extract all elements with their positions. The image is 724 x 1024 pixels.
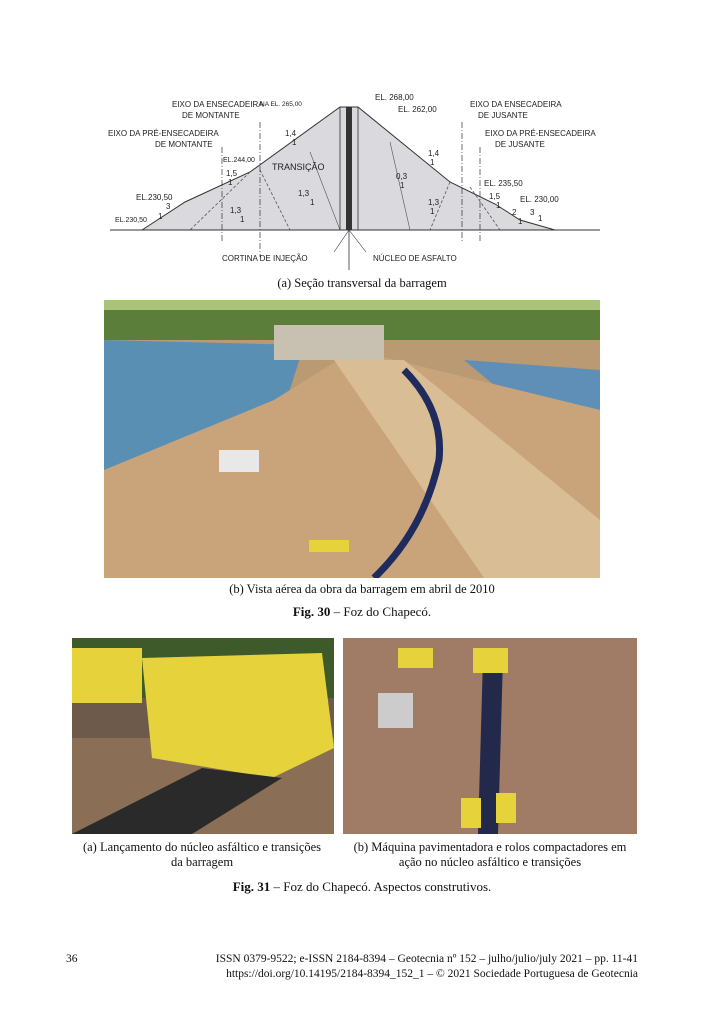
fig30-label: Fig. 30 <box>292 604 331 619</box>
svg-text:1: 1 <box>310 198 315 207</box>
svg-text:EL. 268,00: EL. 268,00 <box>375 93 414 102</box>
caption-fig31b-line2: ação no núcleo asfáltico e transições <box>398 855 582 869</box>
compactors-photo-illustration <box>343 638 637 834</box>
svg-text:1: 1 <box>400 181 405 190</box>
paver-machine-photo <box>72 638 334 834</box>
caption-fig30a: (a) Seção transversal da barragem <box>277 276 447 290</box>
svg-text:1: 1 <box>228 178 233 187</box>
svg-text:EL.244,00: EL.244,00 <box>223 157 255 164</box>
svg-text:TRANSIÇÃO: TRANSIÇÃO <box>272 162 325 172</box>
figure-30-caption <box>0 604 724 620</box>
caption-fig31b <box>338 840 642 870</box>
svg-text:1: 1 <box>240 215 245 224</box>
svg-text:1,3: 1,3 <box>428 198 440 207</box>
svg-text:1,4: 1,4 <box>285 129 297 138</box>
yellow-paver <box>142 653 334 778</box>
svg-text:DE MONTANTE: DE MONTANTE <box>182 111 240 120</box>
svg-text:3: 3 <box>530 208 535 217</box>
svg-text:EIXO DA PRÉ-ENSECADEIRA: EIXO DA PRÉ-ENSECADEIRA <box>485 129 596 138</box>
svg-text:1: 1 <box>430 207 435 216</box>
svg-text:1,4: 1,4 <box>428 149 440 158</box>
svg-text:CORTINA DE INJEÇÃO: CORTINA DE INJEÇÃO <box>222 254 308 263</box>
svg-text:1: 1 <box>518 217 523 226</box>
svg-text:EL.230,50: EL.230,50 <box>136 193 173 202</box>
caption-fig31a-line2: da barragem <box>170 855 234 869</box>
svg-text:3: 3 <box>166 202 171 211</box>
svg-text:1,5: 1,5 <box>489 192 501 201</box>
svg-text:DE JUSANTE: DE JUSANTE <box>495 140 545 149</box>
svg-text:EL. 262,00: EL. 262,00 <box>398 105 437 114</box>
svg-text:2: 2 <box>512 208 517 217</box>
svg-text:EL.230,50: EL.230,50 <box>115 217 147 224</box>
caption-fig31a-line1: (a) Lançamento do núcleo asfáltico e transições <box>82 840 322 854</box>
aerial-photo-illustration <box>104 300 600 578</box>
asphalt-core <box>346 107 352 230</box>
svg-text:NA EL. 265,00: NA EL. 265,00 <box>260 101 302 108</box>
svg-text:1,3: 1,3 <box>298 189 310 198</box>
svg-text:1,5: 1,5 <box>226 169 238 178</box>
caption-fig31a <box>66 840 338 870</box>
footer-issn: ISSN 0379-9522; e-ISSN 2184-8394 – Geotecnia nº 152 – julho/julio/july 2021 – pp. 11-41 <box>215 953 638 965</box>
figure-31-caption <box>0 879 724 895</box>
svg-text:EL. 230,00: EL. 230,00 <box>520 195 559 204</box>
svg-text:DE MONTANTE: DE MONTANTE <box>155 140 213 149</box>
dump-truck <box>219 450 259 472</box>
paver-photo-illustration <box>72 638 334 834</box>
svg-text:1,3: 1,3 <box>230 206 242 215</box>
page-number: 36 <box>66 953 78 965</box>
svg-text:1: 1 <box>430 158 435 167</box>
svg-text:0,3: 0,3 <box>396 172 408 181</box>
svg-text:1: 1 <box>496 201 501 210</box>
svg-text:NÚCLEO DE ASFALTO: NÚCLEO DE ASFALTO <box>373 254 457 263</box>
aerial-dam-photo <box>104 300 600 578</box>
svg-text:EIXO DA PRÉ-ENSECADEIRA: EIXO DA PRÉ-ENSECADEIRA <box>108 129 219 138</box>
fig30-text: – Foz do Chapecó. <box>330 604 432 619</box>
footer-doi: https://doi.org/10.14195/2184-8394_152_1 – © 2021 Sociedade Portuguesa de Geotecnia <box>226 968 638 980</box>
svg-text:EL. 235,50: EL. 235,50 <box>484 179 523 188</box>
caption-fig30b: (b) Vista aérea da obra da barragem em abril de 2010 <box>229 582 495 596</box>
caption-fig31b-line1: (b) Máquina pavimentadora e rolos compactadores em <box>353 840 627 854</box>
svg-text:1: 1 <box>292 138 297 147</box>
svg-text:1: 1 <box>158 212 163 221</box>
compactors-photo <box>343 638 637 834</box>
dam-cross-section-diagram <box>100 92 610 272</box>
fig31-label: Fig. 31 <box>232 879 271 894</box>
svg-text:DE JUSANTE: DE JUSANTE <box>478 111 528 120</box>
svg-text:1: 1 <box>538 214 543 223</box>
svg-text:EIXO DA ENSECADEIRA: EIXO DA ENSECADEIRA <box>470 100 562 109</box>
svg-text:EIXO DA ENSECADEIRA: EIXO DA ENSECADEIRA <box>172 100 264 109</box>
fig31-text: – Foz do Chapecó. Aspectos construtivos. <box>270 879 492 894</box>
